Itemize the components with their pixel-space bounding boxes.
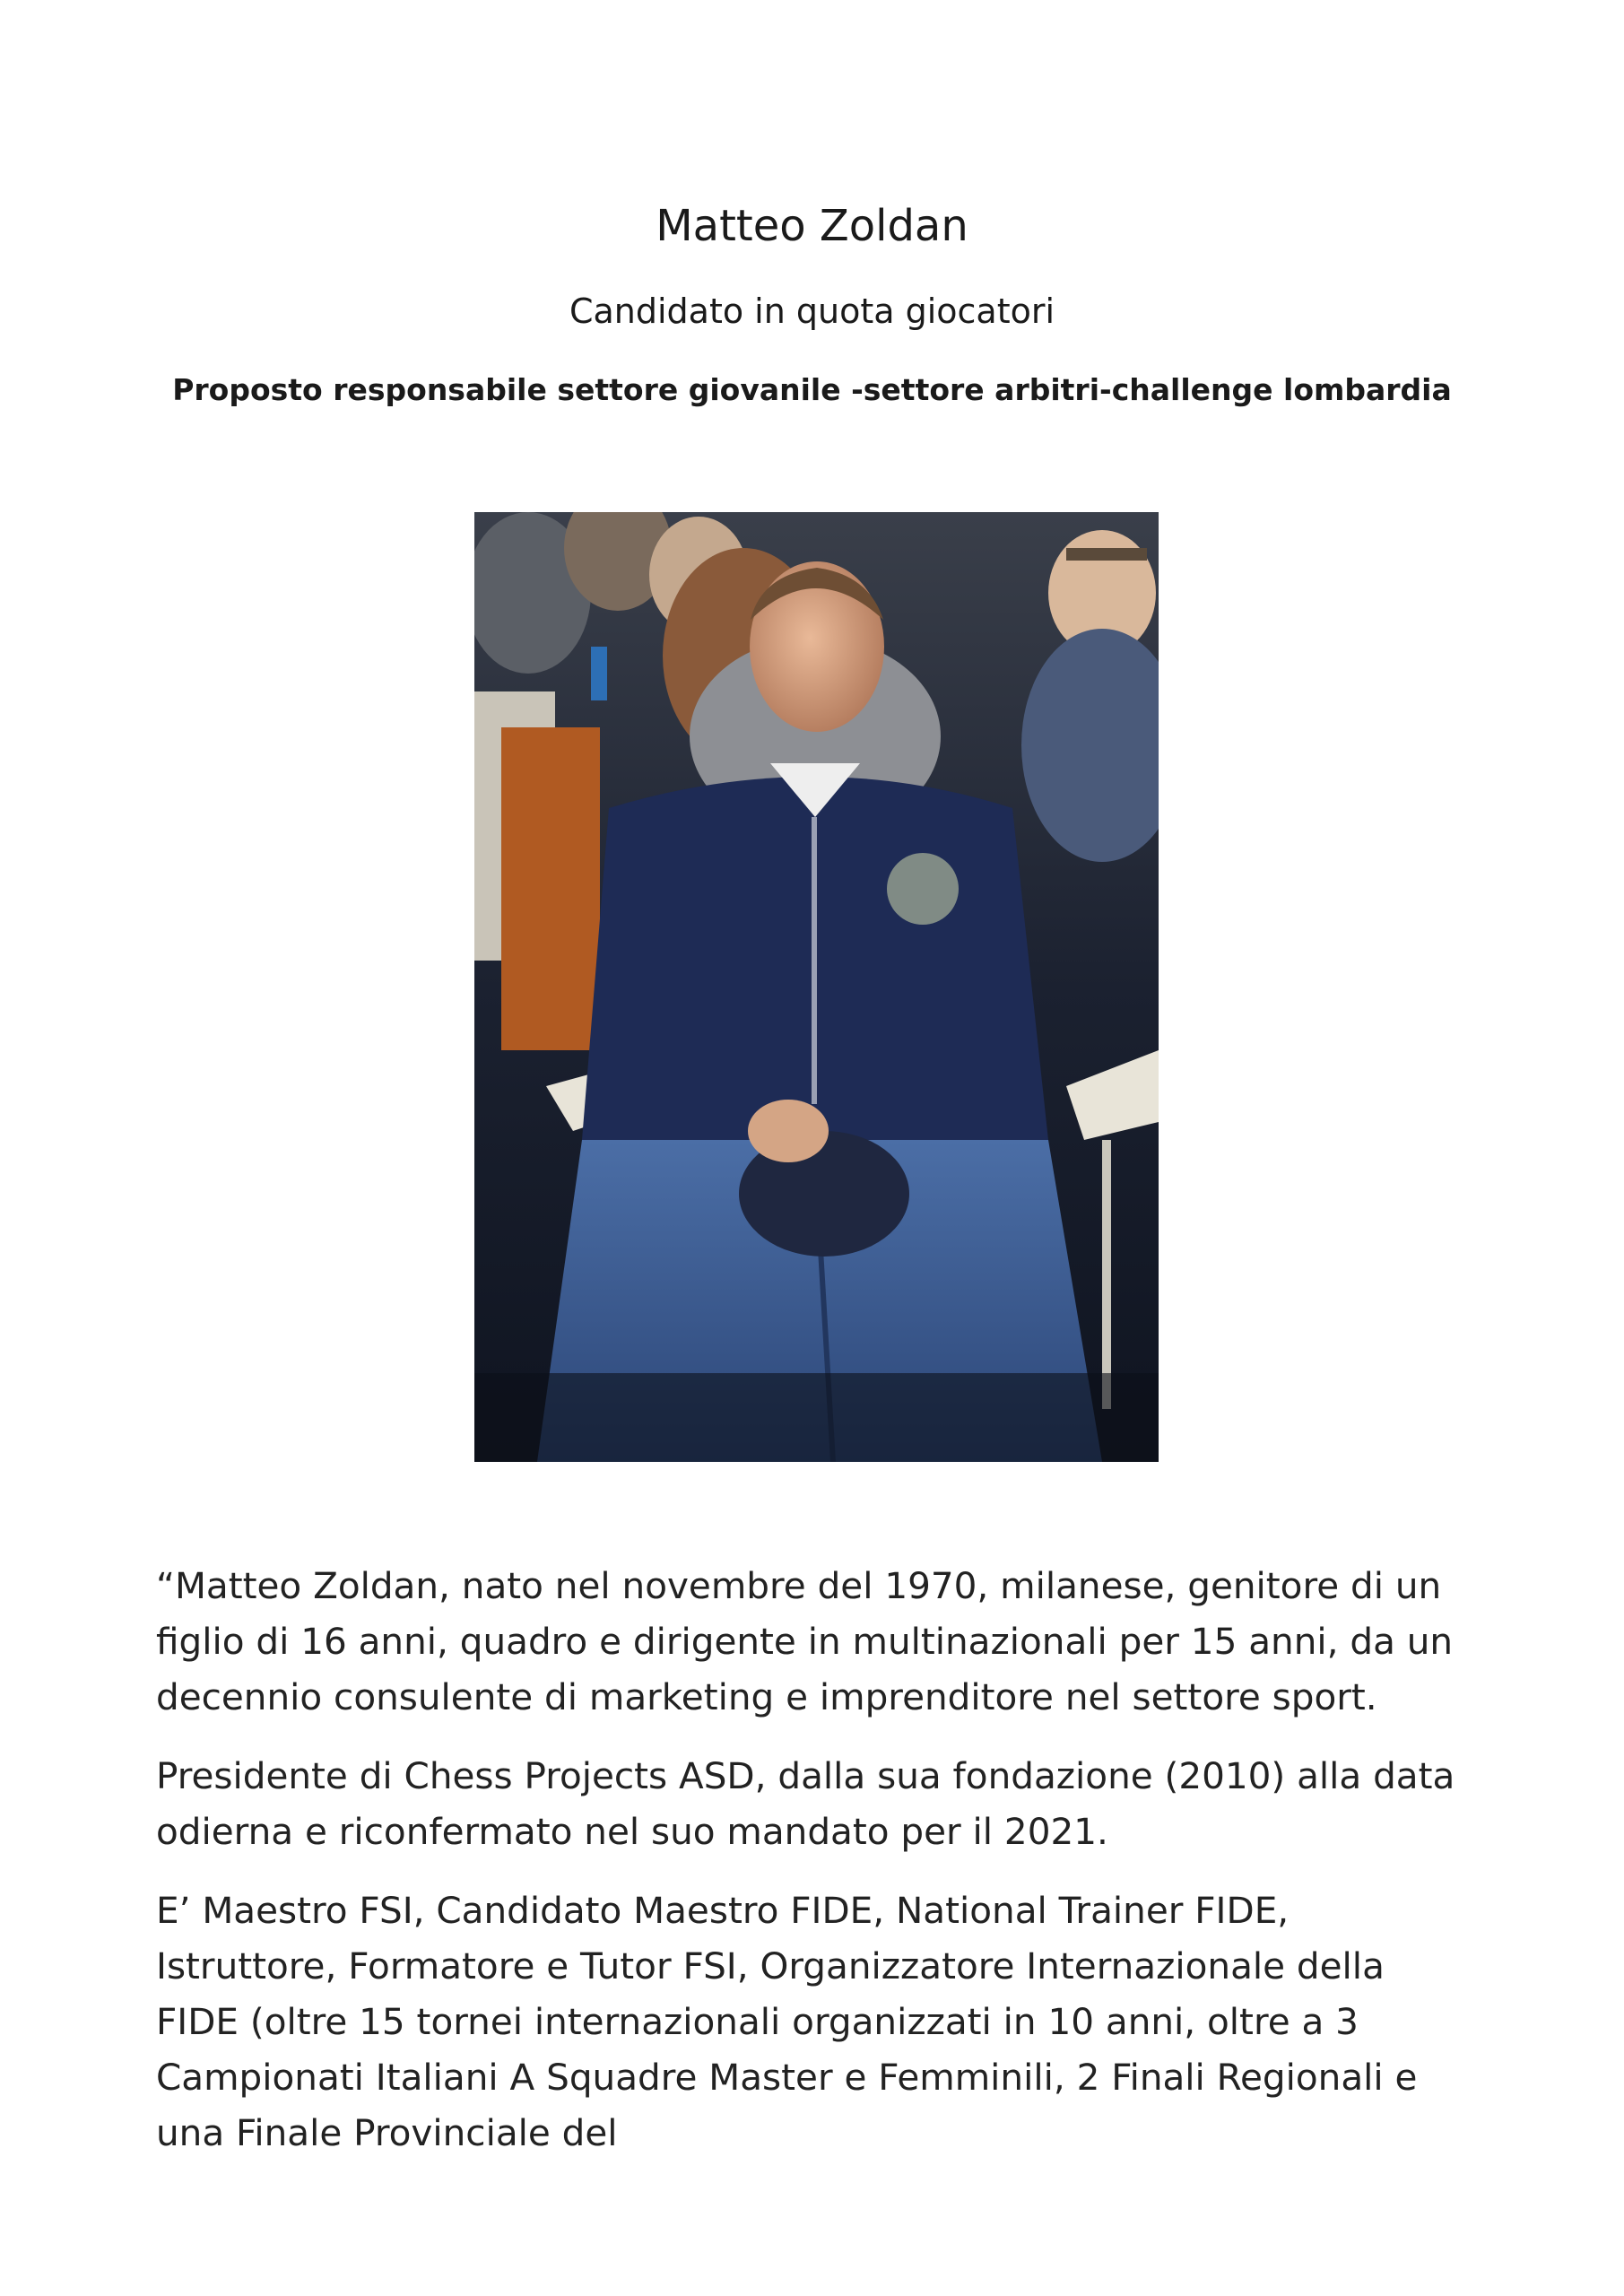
candidate-subtitle: Candidato in quota giocatori (569, 291, 1055, 331)
page-title: Matteo Zoldan (656, 201, 968, 251)
portrait-photo (474, 512, 1159, 1462)
portrait-illustration (474, 512, 1159, 1462)
proposed-role: Proposto responsabile settore giovanile -settore arbitri-challenge lombardia (172, 372, 1452, 407)
bio-paragraph: Presidente di Chess Projects ASD, dalla sua fondazione (2010) alla data odierna e riconfermato nel suo mandato per il 2021. (156, 1754, 1455, 1853)
bio-paragraph: E’ Maestro FSI, Candidato Maestro FIDE, National Trainer FIDE, Istruttore, Formatore e Tutor FSI, Organizzatore Internazionale della FIDE (oltre 15 tornei internazionali organizzati in 10 anni, oltre a 3 Campionati Italiani A Squadre Master e Femminili, 2 Finali Regionali e una Finale Provinciale del (156, 1889, 1418, 2154)
bio-paragraph: “Matteo Zoldan, nato nel novembre del 1970, milanese, genitore di un figlio di 16 anni, quadro e dirigente in multinazionali per 15 anni, da un decennio consulente di marketing e imprenditore nel settore sport. (156, 1564, 1454, 1718)
biography (156, 1558, 1474, 2184)
